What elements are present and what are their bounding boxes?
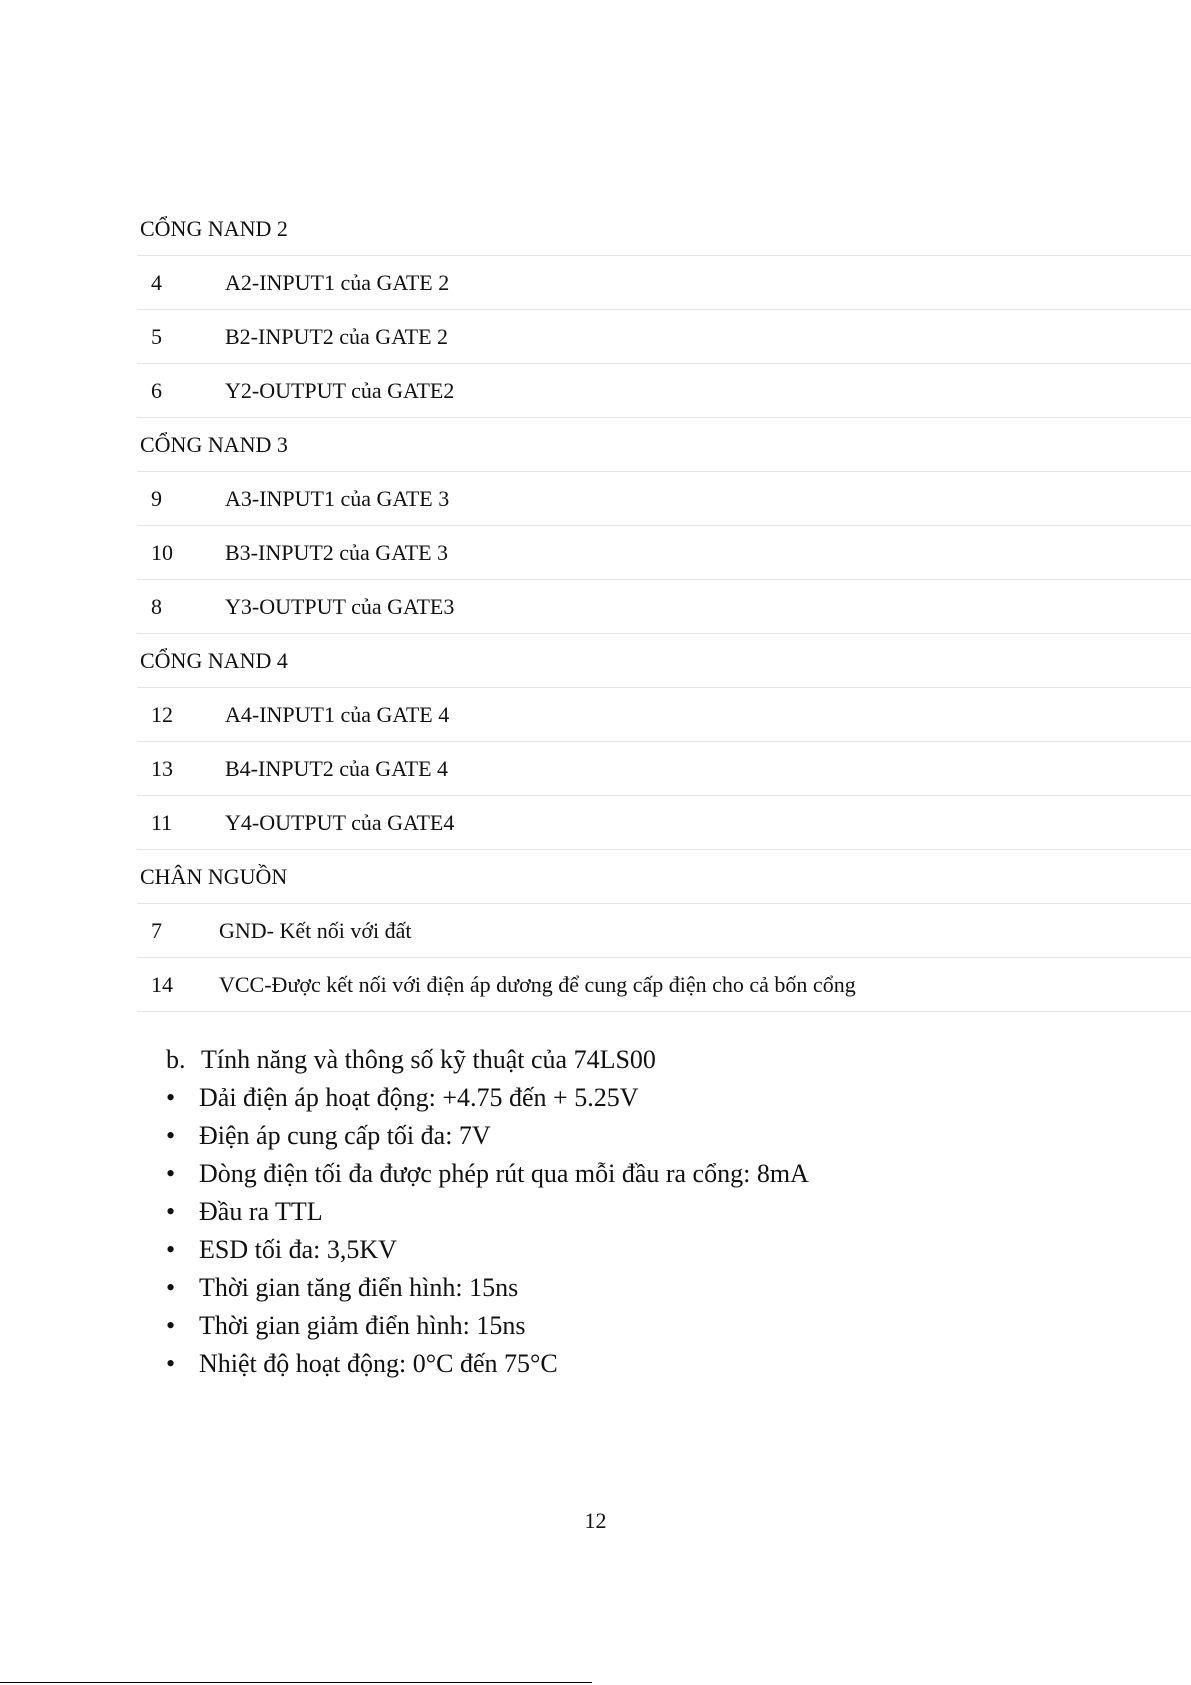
pin-table: [137, 202, 1191, 1012]
bullet-icon: •: [166, 1083, 176, 1112]
section-title: CỔNG NAND 4: [140, 647, 288, 673]
footer-divider: [0, 1682, 592, 1683]
table-row: [137, 904, 1191, 958]
bullet-icon: •: [166, 1311, 176, 1340]
table-row: [137, 310, 1191, 364]
section-title-nand-3: [137, 418, 1191, 472]
pin-description: B4-INPUT2 của GATE 4: [225, 755, 449, 781]
list-item-text: Dải điện áp hoạt động: +4.75 đến + 5.25V: [199, 1083, 639, 1112]
list-item: [166, 1079, 1066, 1117]
pin-number: 5: [151, 323, 162, 349]
pin-description: A4-INPUT1 của GATE 4: [225, 701, 450, 727]
pin-number: 9: [151, 485, 162, 511]
pin-description: VCC-Được kết nối với điện áp dương để cung cấp điện cho cả bốn cổng: [219, 971, 856, 997]
table-row: [137, 472, 1191, 526]
section-title: CỔNG NAND 2: [140, 215, 288, 241]
table-row: [137, 526, 1191, 580]
bullet-icon: •: [166, 1197, 176, 1226]
pin-number: 14: [151, 971, 173, 997]
heading-letter: b.: [166, 1045, 186, 1074]
page-number: 12: [584, 1508, 607, 1533]
features-heading: [166, 1041, 1066, 1079]
bullet-icon: •: [166, 1273, 176, 1302]
list-item: [166, 1307, 1066, 1345]
bullet-icon: •: [166, 1159, 176, 1188]
bullet-icon: •: [166, 1121, 176, 1150]
bullet-icon: •: [166, 1349, 176, 1378]
table-row: [137, 742, 1191, 796]
list-item: [166, 1269, 1066, 1307]
list-item-text: ESD tối đa: 3,5KV: [199, 1235, 397, 1264]
section-title-power: [137, 850, 1191, 904]
list-item-text: Điện áp cung cấp tối đa: 7V: [199, 1121, 491, 1150]
table-row: [137, 364, 1191, 418]
heading-text: Tính năng và thông số kỹ thuật của 74LS00: [201, 1045, 656, 1074]
pin-number: 7: [151, 917, 162, 943]
pin-number: 12: [151, 701, 173, 727]
section-title: CỔNG NAND 3: [140, 431, 288, 457]
pin-number: 10: [151, 539, 173, 565]
pin-description: Y3-OUTPUT của GATE3: [225, 593, 455, 619]
pin-number: 8: [151, 593, 162, 619]
list-item-text: Đầu ra TTL: [199, 1197, 323, 1226]
table-row: [137, 688, 1191, 742]
features-section: [166, 1041, 1066, 1383]
section-title-nand-4: [137, 634, 1191, 688]
list-item: [166, 1117, 1066, 1155]
table-row: [137, 580, 1191, 634]
pin-number: 13: [151, 755, 173, 781]
features-list: [166, 1079, 1066, 1383]
pin-number: 6: [151, 377, 162, 403]
pin-number: 4: [151, 269, 162, 295]
pin-description: A3-INPUT1 của GATE 3: [225, 485, 450, 511]
list-item-text: Thời gian giảm điển hình: 15ns: [199, 1311, 526, 1340]
pin-description: B2-INPUT2 của GATE 2: [225, 323, 449, 349]
pin-description: Y4-OUTPUT của GATE4: [225, 809, 455, 835]
pin-number: 11: [151, 809, 173, 835]
list-item: [166, 1193, 1066, 1231]
list-item-text: Thời gian tăng điển hình: 15ns: [199, 1273, 519, 1302]
table-row: [137, 796, 1191, 850]
table-row: [137, 958, 1191, 1012]
pin-description: GND- Kết nối với đất: [219, 917, 412, 943]
list-item-text: Nhiệt độ hoạt động: 0°C đến 75°C: [199, 1349, 558, 1378]
section-title: CHÂN NGUỒN: [140, 863, 288, 889]
pin-description: A2-INPUT1 của GATE 2: [225, 269, 450, 295]
list-item-text: Dòng điện tối đa được phép rút qua mỗi đầu ra cổng: 8mA: [199, 1159, 809, 1188]
section-title-nand-2: [137, 202, 1191, 256]
list-item: [166, 1155, 1066, 1193]
table-row: [137, 256, 1191, 310]
pin-description: Y2-OUTPUT của GATE2: [225, 377, 455, 403]
pin-description: B3-INPUT2 của GATE 3: [225, 539, 449, 565]
list-item: [166, 1345, 1066, 1383]
bullet-icon: •: [166, 1235, 176, 1264]
list-item: [166, 1231, 1066, 1269]
